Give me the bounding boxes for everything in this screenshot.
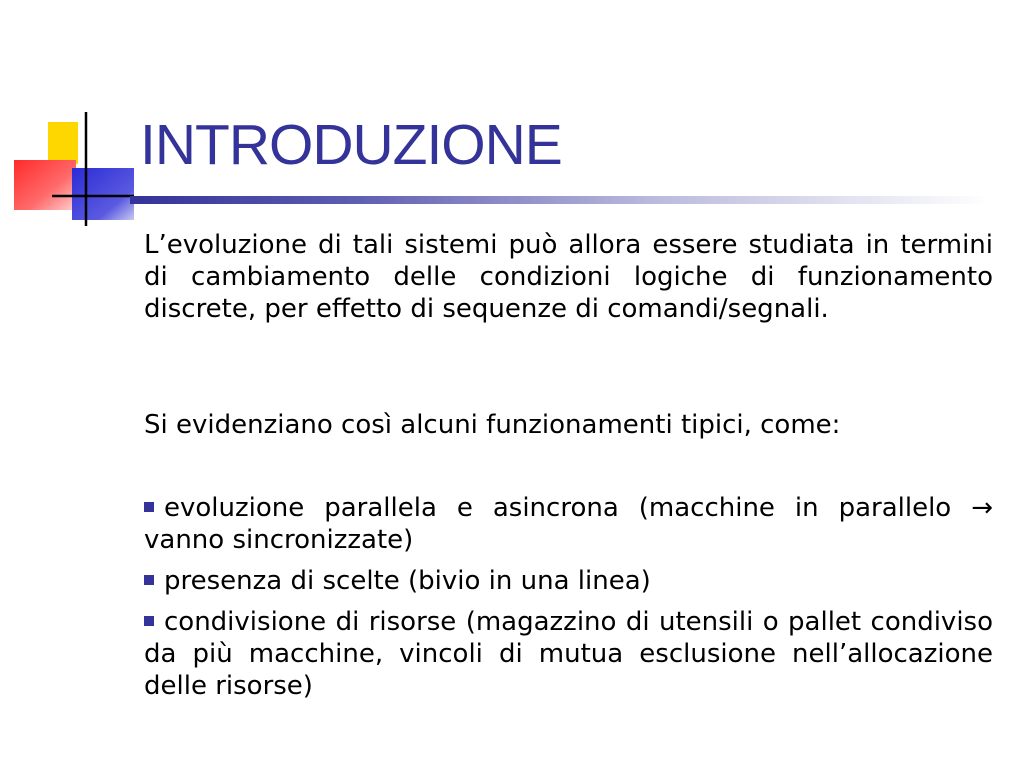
logo-blue-square bbox=[72, 168, 134, 220]
lead-in-paragraph: Si evidenziano così alcuni funzionamenti tipici, come: bbox=[144, 410, 841, 440]
title-underline bbox=[130, 196, 990, 204]
bullet-item bbox=[144, 606, 993, 702]
bullet-text: condivisione di risorse (magazzino di utensili o pallet condiviso da più macchine, vincoli di mutua esclusione nell’allocazione delle risorse) bbox=[144, 607, 993, 701]
square-bullet-icon bbox=[144, 502, 154, 512]
square-bullet-icon bbox=[144, 616, 154, 626]
bullet-text: presenza di scelte (bivio in una linea) bbox=[164, 566, 651, 596]
logo-yellow-square bbox=[48, 122, 78, 164]
logo-red-square bbox=[14, 160, 76, 210]
intro-paragraph: L’evoluzione di tali sistemi può allora essere studiata in termini di cambiamento delle condizioni logiche di funzionamento discrete, per effetto di sequenze di comandi/segnali. bbox=[144, 230, 993, 324]
bullet-list bbox=[144, 492, 993, 711]
bullet-item bbox=[144, 492, 993, 556]
bullet-item bbox=[144, 565, 993, 597]
bullet-text: evoluzione parallela e asincrona (macchine in parallelo → vanno sincronizzate) bbox=[144, 493, 993, 555]
slide-title: INTRODUZIONE bbox=[140, 113, 562, 177]
square-bullet-icon bbox=[144, 575, 154, 585]
